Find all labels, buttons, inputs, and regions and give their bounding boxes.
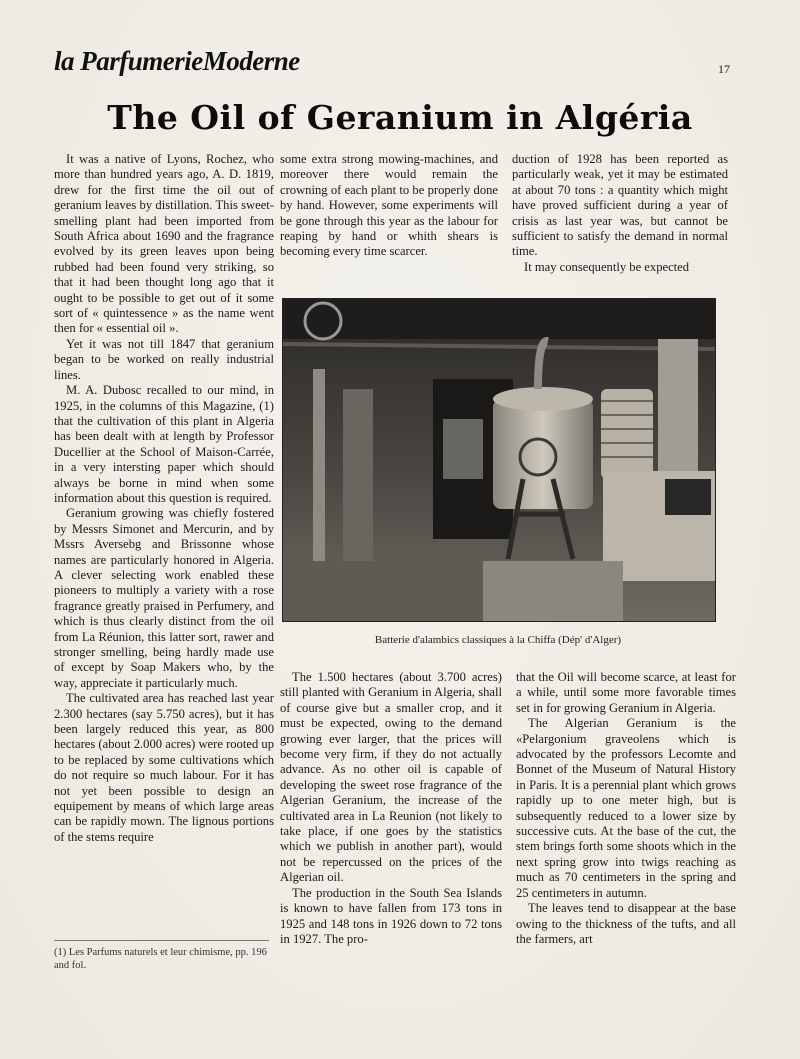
- article-title: The Oil of Geranium in Algéria: [107, 98, 693, 137]
- paragraph: some extra strong mowing-machines, and moreover there would remain the crowning of each plant to be properly done by hand. However, some experiments will be gone through this year as the labour for reaping by hand or whith shears is becoming every time scarcer.: [280, 152, 498, 259]
- paragraph: It may consequently be expected: [524, 259, 690, 274]
- page-number: 17: [718, 62, 730, 76]
- column-2: [280, 152, 498, 260]
- footnote: (1) Les Parfums naturels et leur chimisme, pp. 196 and fol.: [54, 947, 267, 971]
- paragraph: The cultivated area has reached last year 2.300 hectares (say 5.750 acres), but it has been largely reduced this year, as 800 hectares (about 2.000 acres) were rooted up to be replaced by some cultivations which do not require so much labour. For it has not yet been possible to design an equipement by means of which large areas can be rapidly mown. The lignous portions of the stems require: [54, 691, 274, 844]
- paragraph: Yet it was not till 1847 that geranium began to be worked on really industrial lines.: [54, 336, 274, 382]
- column-3: [512, 152, 728, 275]
- column-4: [280, 670, 502, 947]
- paragraph: The Algerian Geranium is the «Pelargonium graveolens which is advocated by the professors Lecomte and Bonnet of the Museum of Natural History in Paris. It is a perennial plant which grows rapidly up to one meter high, but is subsequently reduced to a lower size by successive cuts. At the base of the cut, the stem brings forth some shoots which in the next spring grow into twigs reaching as much as 70 centimeters in the spring and 25 centimeters in autumn.: [516, 716, 736, 900]
- paragraph: Geranium growing was chiefly fostered by Messrs Simonet and Mercurin, and by Mssrs Aversebg and Brissonne whose names are particularly honored in Algeria. A clever selecting work enabled these pioneers to multiply a variety with a rose fragrance greatly praised in Perfumery, and which is thus clearly distinct from the oil from La Réunion, this latter sort, rawer and stronger smelling, being hardly made use of except by Soap Makers who, by the way, appreciate it particularly much.: [54, 506, 274, 690]
- paragraph: It was a native of Lyons, Rochez, who more than hundred years ago, A. D. 1819, drew for the first time the oil out of geranium leaves by distillation. This sweet-smelling plant had been imported from South Africa about 1690 and the fragrance evolved by its green leaves upon being rubbed had been found very striking, so that it had been thought long ago that it ought to be possible to get out of it some sort of « quintessence » as the name went then for « essential oil ».: [54, 152, 274, 336]
- paragraph: duction of 1928 has been reported as particularly weak, yet it may be estimated at about 70 tons : a quantity which might have proved sufficient during a year of crisis as last year was, but cannot be sufficient to satisfy the demand in normal time.: [512, 152, 728, 259]
- paragraph: The leaves tend to disappear at the base owing to the thickness of the tufts, and all the farmers, art: [516, 901, 736, 946]
- footnote-divider: [54, 940, 269, 941]
- paragraph: The 1.500 hectares (about 3.700 acres) still planted with Geranium in Algeria, shall of course give but a smaller crop, and it must be expected, owing to the demand growing ever larger, that the prices will become very firm, if they do not actually advance. As no other oil is capable of developing the sweet rose fragrance of the Algerian Geranium, the increase of the cultivated area in La Reunion (not likely to take place, if one goes by the statistics which we publish in another part), would not be repercussed on the prices of the Algerian oil.: [280, 670, 502, 885]
- figure-caption: Batterie d'alambics classiques à la Chiffa (Dép' d'Alger): [374, 634, 622, 646]
- paragraph: The production in the South Sea Islands is known to have fallen from 173 tons in 1925 and 148 tons in 1926 down to 72 tons in 1927. The pro-: [280, 885, 502, 946]
- masthead-logo: la ParfumerieModerne: [54, 46, 300, 76]
- column-5: [516, 670, 736, 947]
- column-1: [54, 152, 274, 845]
- distillery-photograph: [282, 298, 716, 622]
- photo-illustration: [283, 299, 715, 621]
- paragraph: M. A. Dubosc recalled to our mind, in 1925, in the columns of this Magazine, (1) that the cultivation of this plant in Algeria has been dealt with at length by Professor Ducellier at the School of Maison-Carrée, in a very intersting paper which should always be borne in mind when some information about this question is required.: [54, 383, 274, 505]
- paragraph: that the Oil will become scarce, at least for a while, until some more favorable times set in for growing Geranium in Algeria.: [516, 670, 736, 715]
